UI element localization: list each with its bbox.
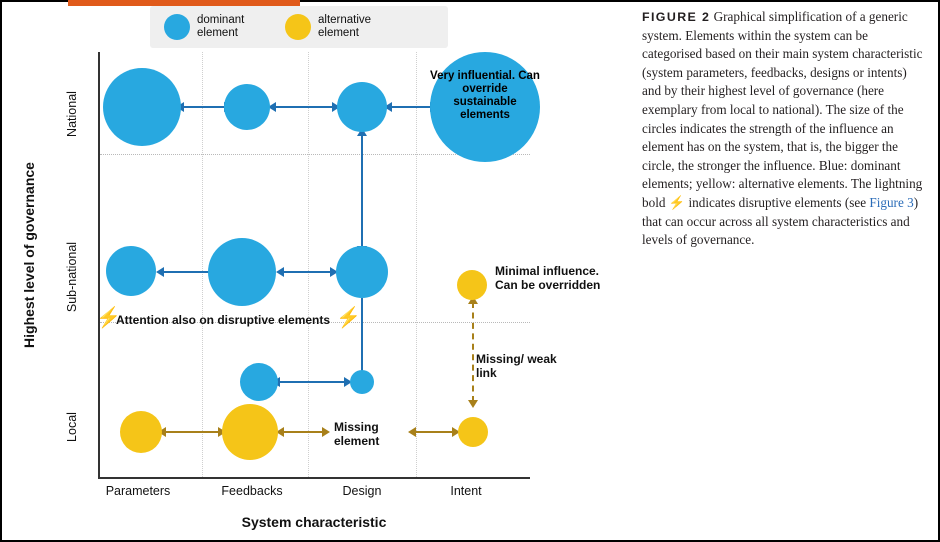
connector-missing-weak-link xyxy=(472,302,474,402)
figure-number: FIGURE 2 xyxy=(642,10,711,24)
connector-national-feedback-design xyxy=(274,106,332,108)
x-tick-parameters: Parameters xyxy=(105,484,171,498)
lightning-bolt-icon-left: ⚡ xyxy=(96,307,121,329)
connector-national-param-feedback xyxy=(182,106,224,108)
node-feedbacks-local-upper xyxy=(240,363,278,401)
vgridline-design xyxy=(416,52,417,477)
legend-item-alternative xyxy=(285,14,392,40)
node-intent-subnational xyxy=(457,270,487,300)
arrowhead-down-weak-link xyxy=(468,400,478,408)
vgridline-feedbacks xyxy=(308,52,309,477)
figure-panel xyxy=(2,2,620,540)
y-tick-subnational: Sub-national xyxy=(65,241,79,313)
node-feedbacks-national xyxy=(224,84,270,130)
x-tick-design: Design xyxy=(342,484,382,498)
node-parameters-local xyxy=(120,411,162,453)
node-intent-local xyxy=(458,417,488,447)
annotation-very-influential: Very influential. Can override sustainable elements xyxy=(430,70,540,121)
caption-text-3: ) that can occur across all system characteristics and levels of governance. xyxy=(642,194,919,248)
node-parameters-national xyxy=(103,68,181,146)
y-tick-local: Local xyxy=(65,412,79,442)
caption-text-1: Graphical simplification of a generic system. Elements within the system can be categorised based on their main system characteristic (system parameters, feedbacks, designs or intents) and by their highest level of governance (here exemplary from local to national). The size of the circles indicates the strength of the influence an element has on the system, that is, the bigger the circle, the stronger the influence. Blue: dominant elements; yellow: alternative elements. The lightning bold xyxy=(642,9,923,210)
arrowhead-left-sub-2 xyxy=(276,267,284,277)
figure-caption xyxy=(642,8,928,250)
node-feedbacks-local xyxy=(222,404,278,460)
alternative-element-swatch-icon xyxy=(285,14,311,40)
caption-text-2: indicates disruptive elements (see xyxy=(685,194,870,210)
annotation-missing-weak-link: Missing/ weak link xyxy=(476,352,557,380)
connector-design-vertical-lower xyxy=(361,298,363,374)
annotation-missing-element: Missing element xyxy=(334,420,380,448)
connector-national-design-intent xyxy=(390,106,430,108)
connector-design-vertical-upper xyxy=(361,134,363,246)
arrowhead-right-local-2 xyxy=(322,427,330,437)
dominant-element-swatch-icon xyxy=(164,14,190,40)
annotation-disruptive-elements: Attention also on disruptive elements xyxy=(116,313,331,327)
x-axis-title: System characteristic xyxy=(241,514,387,530)
node-feedbacks-subnational xyxy=(208,238,276,306)
arrowhead-left-sub-1 xyxy=(156,267,164,277)
legend-label-alternative: alternative element xyxy=(318,14,372,39)
legend xyxy=(150,6,448,48)
node-design-subnational xyxy=(336,246,388,298)
legend-item-dominant xyxy=(164,14,271,40)
x-tick-feedbacks: Feedbacks xyxy=(221,484,283,498)
caption-bolt-icon: ⚡ xyxy=(668,194,686,210)
connector-local-param-feedback xyxy=(164,431,218,433)
connector-local-feedback-missing xyxy=(282,431,322,433)
vgridline-parameters xyxy=(202,52,203,477)
legend-label-dominant: dominant element xyxy=(197,14,245,39)
node-parameters-subnational xyxy=(106,246,156,296)
annotation-minimal-influence: Minimal influence. Can be overridden xyxy=(495,264,601,292)
lightning-bolt-icon-right: ⚡ xyxy=(336,307,361,329)
connector-subnational-feedback-design xyxy=(282,271,330,273)
node-design-local-upper xyxy=(350,370,374,394)
caption-figure3-link[interactable]: Figure 3 xyxy=(869,194,914,210)
x-tick-intent: Intent xyxy=(450,484,482,498)
y-axis-line xyxy=(98,52,100,477)
connector-subnational-param-feedback xyxy=(162,271,210,273)
y-tick-national: National xyxy=(65,91,79,137)
connector-local-missing-intent xyxy=(414,431,452,433)
node-design-national xyxy=(337,82,387,132)
x-axis-line xyxy=(98,477,530,479)
y-axis-title: Highest level of governance xyxy=(21,162,37,348)
connector-local-feedback-design xyxy=(278,381,344,383)
